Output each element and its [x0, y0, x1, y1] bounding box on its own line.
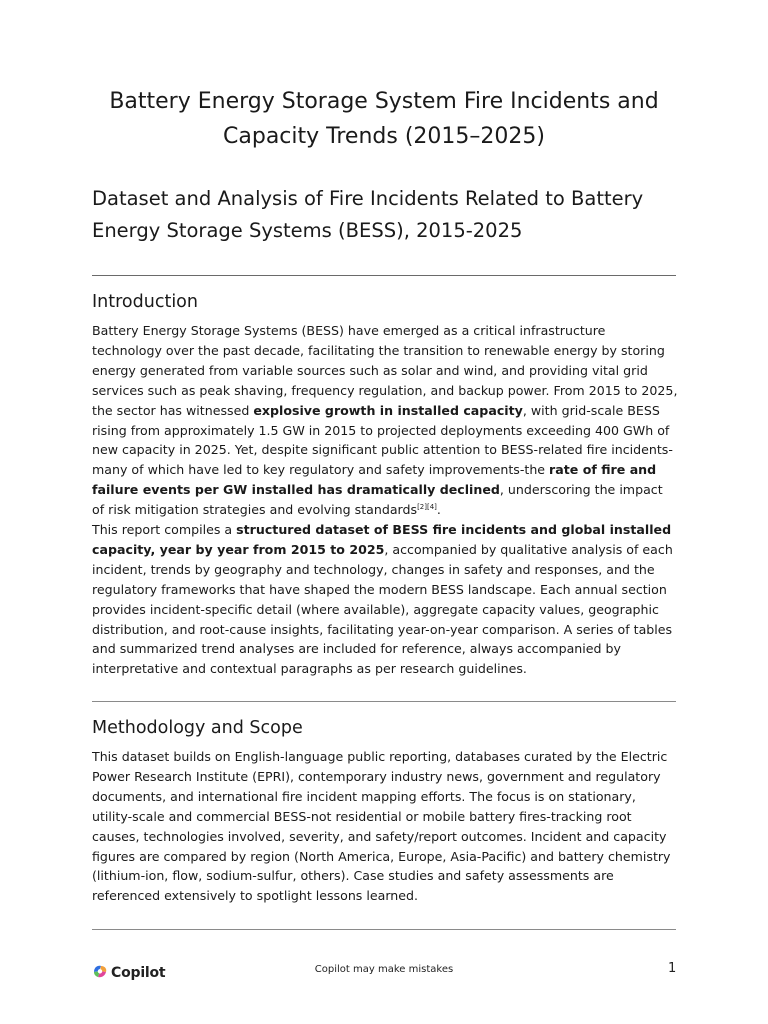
document-subtitle: Dataset and Analysis of Fire Incidents Related to Battery Energy Storage Systems (BESS), 2015-2025 — [92, 187, 644, 242]
section-divider — [92, 929, 676, 930]
introduction-paragraph-2: This report compiles a structured dataset of BESS fire incidents and global installed capacity, year by year from 2015 to 2025, accompanied by qualitative analysis of each incident, trends by geography and technology, changes in safety and responses, and the regulatory frameworks that have shaped the modern BESS landscape. Each annual section provides incident-specific detail (where available), aggregate capacity values, geographic distribution, and root-cause insights, facilitating year-on-year comparison. A series of tables and summarized trend analyses are included for reference, always accompanied by interpretative and contextual paragraphs as per research guidelines. — [92, 522, 673, 677]
citation-reference[interactable]: [2][4] — [417, 503, 437, 512]
section-divider — [92, 701, 676, 702]
copilot-brand-name: Copilot — [111, 965, 166, 981]
introduction-heading: Introduction — [92, 292, 198, 312]
methodology-paragraph: This dataset builds on English-language public reporting, databases curated by the Electric Power Research Institute (EPRI), contemporary industry news, government and regulatory documents, and international fire incident mapping efforts. The focus is on stationary, utility-scale and commercial BESS-not residential or mobile battery fires-tracking root causes, technologies involved, severity, and safety/report outcomes. Incident and capacity figures are compared by region (North America, Europe, Asia-Pacific) and battery chemistry (lithium-ion, flow, sodium-sulfur, others). Case studies and safety assessments are referenced extensively to spotlight lessons learned. — [92, 749, 671, 904]
page-number: 1 — [668, 961, 677, 976]
introduction-paragraph-1: Battery Energy Storage Systems (BESS) have emerged as a critical infrastructure technology over the past decade, facilitating the transition to renewable energy by storing energy generated from variable sources such as solar and wind, and providing vital grid services such as peak shaving, frequency regulation, and backup power. From 2015 to 2025, the sector has witnessed explosive growth in installed capacity, with grid-scale BESS rising from approximately 1.5 GW in 2015 to projected deployments exceeding 400 GWh of new capacity in 2025. Yet, despite significant public attention to BESS-related fire incidents-many of which have led to key regulatory and safety improvements-the rate of fire and failure events per GW installed has dramatically declined, underscoring the impact of risk mitigation strategies and evolving standards[2][4]. — [92, 323, 678, 518]
methodology-heading: Methodology and Scope — [92, 718, 303, 738]
disclaimer-note: Copilot may make mistakes — [314, 964, 454, 975]
section-divider — [92, 275, 676, 276]
document-title: Battery Energy Storage System Fire Incidents and Capacity Trends (2015–2025) — [109, 89, 659, 149]
